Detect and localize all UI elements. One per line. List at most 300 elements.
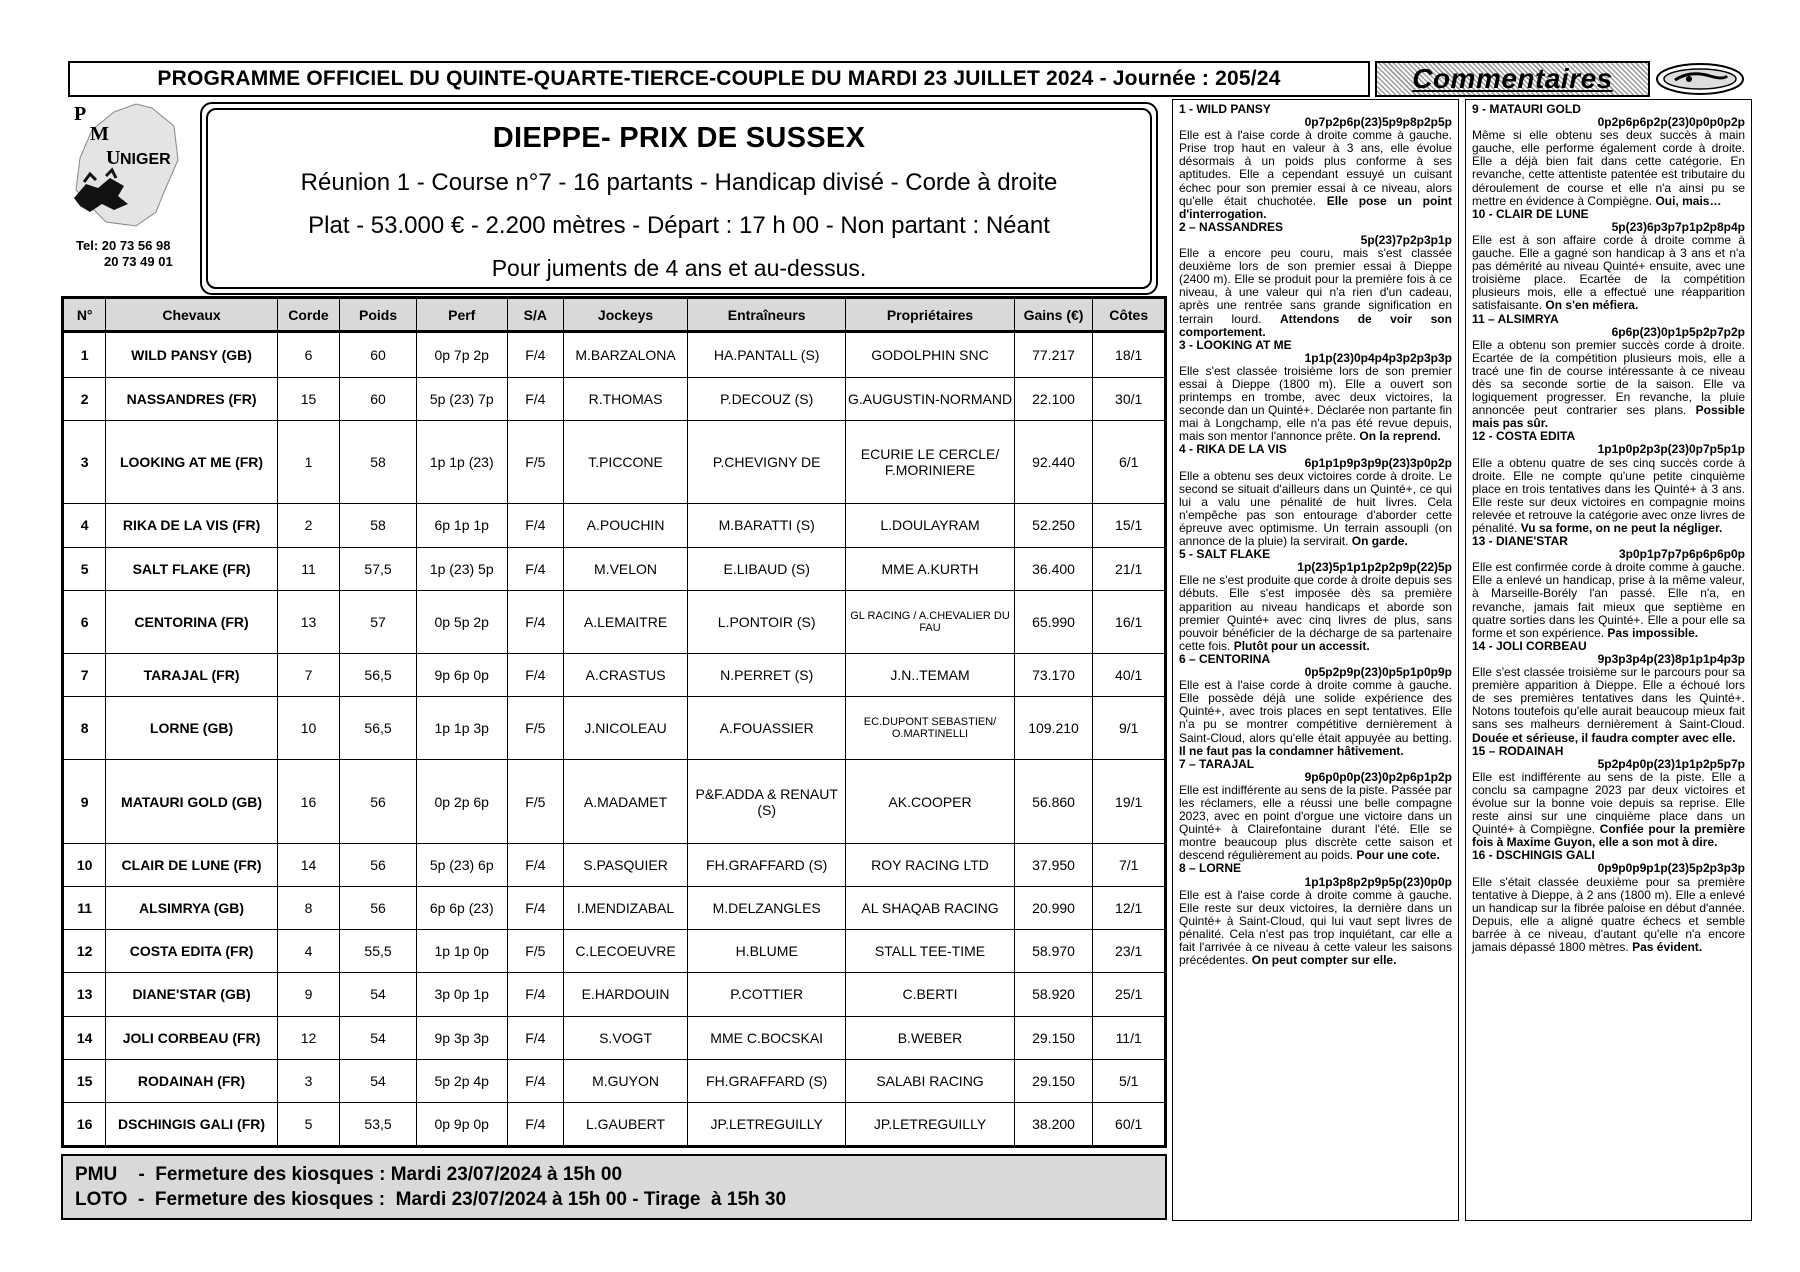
- trainer: A.FOUASSIER: [688, 697, 846, 760]
- runner-number: 12: [64, 930, 106, 973]
- odds: 19/1: [1093, 760, 1165, 844]
- jockey: A.POUCHIN: [564, 504, 688, 547]
- trainer: P.COTTIER: [688, 973, 846, 1016]
- draw: 11: [277, 547, 340, 590]
- race-info-line-1: Réunion 1 - Course n°7 - 16 partants - Handicap divisé - Corde à droite: [300, 169, 1058, 196]
- comment-body: Elle a obtenu ses deux victoires corde à droite. Le second se situait d'ailleurs dans un Quinté+, ce qui lui a valu une pénalité de huit livres. Cela n'empêche pas son entourage d'aborder cette épreuve avec optimisme. Un terrain assoupli (on annonce de la pluie) la servirait.: [1179, 468, 1452, 549]
- comment-performance: 1p(23)5p1p1p2p2p9p(22)5p: [1297, 560, 1452, 575]
- col-header-num: N°: [64, 299, 106, 332]
- odds: 11/1: [1093, 1016, 1165, 1059]
- trainer: M.DELZANGLES: [688, 887, 846, 930]
- runner-number: 6: [64, 590, 106, 653]
- col-header-cotes: Côtes: [1093, 299, 1165, 332]
- odds: 16/1: [1093, 590, 1165, 653]
- comment-horse-name: 12 - COSTA EDITA: [1472, 429, 1576, 444]
- comment-performance: 0p5p2p9p(23)0p5p1p0p9p: [1304, 665, 1452, 680]
- program-title-bar: [68, 61, 1370, 97]
- sex-age: F/4: [507, 1102, 563, 1145]
- comment-text: [1179, 574, 1452, 653]
- comment-verdict: Douée et sérieuse, il faudra compter avec elle.: [1472, 730, 1736, 745]
- comments-column-2: [1465, 99, 1752, 1221]
- program-title: PROGRAMME OFFICIEL DU QUINTE-QUARTE-TIERCE-COUPLE DU MARDI 23 JUILLET 2024 - Journée : 205/24: [157, 67, 1281, 90]
- col-header-chevaux: Chevaux: [106, 299, 277, 332]
- earnings: 109.210: [1014, 697, 1093, 760]
- owner: STALL TEE-TIME: [846, 930, 1014, 973]
- comment-block: [1179, 653, 1452, 758]
- earnings: 29.150: [1014, 1016, 1093, 1059]
- comment-body: Elle est confirmée corde à droite comme à gauche. Elle a enlevé un handicap, prise à la même valeur, à Marseille-Borély l'an passé. Elle n'a, en revanche, jamais fait mieux que septième en quatre sorties dans les Quinté+. Elle a pour elle sa forme et son expérience.: [1472, 560, 1745, 640]
- jockey: A.CRASTUS: [564, 653, 688, 696]
- odds: 15/1: [1093, 504, 1165, 547]
- owner: C.BERTI: [846, 973, 1014, 1016]
- runner-number: 5: [64, 547, 106, 590]
- comment-performance: 6p6p(23)0p1p5p2p7p2p: [1611, 324, 1745, 339]
- comment-horse-name: 16 - DSCHINGIS GALI: [1472, 848, 1595, 863]
- horse-name: COSTA EDITA (FR): [106, 930, 277, 973]
- odds: 18/1: [1093, 332, 1165, 378]
- comment-performance: 5p(23)6p3p7p1p2p8p4p: [1611, 219, 1745, 234]
- table-row: [64, 504, 1165, 547]
- comment-performance: 5p(23)7p2p3p1p: [1360, 232, 1452, 247]
- performance: 0p 9p 0p: [416, 1102, 507, 1145]
- comment-horse-name: 7 – TARAJAL: [1179, 756, 1255, 771]
- owner: G.AUGUSTIN-NORMAND: [846, 377, 1014, 420]
- sex-age: F/4: [507, 973, 563, 1016]
- trainer: FH.GRAFFARD (S): [688, 844, 846, 887]
- earnings: 73.170: [1014, 653, 1093, 696]
- comment-verdict: On la reprend.: [1359, 429, 1441, 444]
- comment-text: [1472, 876, 1745, 955]
- comment-horse-name: 6 – CENTORINA: [1179, 651, 1271, 666]
- phone-numbers: [76, 238, 173, 270]
- trainer: E.LIBAUD (S): [688, 547, 846, 590]
- comment-horse-name: 15 – RODAINAH: [1472, 743, 1564, 758]
- race-title: DIEPPE- PRIX DE SUSSEX: [492, 122, 866, 154]
- performance: 9p 6p 0p: [416, 653, 507, 696]
- comment-horse-name: 8 – LORNE: [1179, 861, 1242, 876]
- jockey: M.BARZALONA: [564, 332, 688, 378]
- trainer: H.BLUME: [688, 930, 846, 973]
- horse-name: DSCHINGIS GALI (FR): [106, 1102, 277, 1145]
- jockey: R.THOMAS: [564, 377, 688, 420]
- weight: 58: [340, 420, 417, 504]
- weight: 55,5: [340, 930, 417, 973]
- performance: 0p 5p 2p: [416, 590, 507, 653]
- earnings: 58.920: [1014, 973, 1093, 1016]
- odds: 7/1: [1093, 844, 1165, 887]
- owner: ECURIE LE CERCLE/ F.MORINIERE: [846, 420, 1014, 504]
- jockey: A.MADAMET: [564, 760, 688, 844]
- sex-age: F/4: [507, 377, 563, 420]
- draw: 1: [277, 420, 340, 504]
- comment-verdict: Oui, mais…: [1655, 193, 1722, 208]
- comment-performance: 0p7p2p6p(23)5p9p8p2p5p: [1304, 115, 1452, 130]
- table-row: [64, 760, 1165, 844]
- comment-horse-name: 2 – NASSANDRES: [1179, 219, 1284, 234]
- owner: ROY RACING LTD: [846, 844, 1014, 887]
- comment-text: [1179, 247, 1452, 339]
- horse-name: RODAINAH (FR): [106, 1059, 277, 1102]
- jockey: C.LECOEUVRE: [564, 930, 688, 973]
- draw: 12: [277, 1016, 340, 1059]
- odds: 30/1: [1093, 377, 1165, 420]
- weight: 56: [340, 760, 417, 844]
- comment-performance: 9p6p0p0p(23)0p2p6p1p2p: [1304, 769, 1452, 784]
- comment-performance: 6p1p1p9p3p9p(23)3p0p2p: [1304, 455, 1452, 470]
- comment-block: [1472, 849, 1745, 954]
- table-row: [64, 973, 1165, 1016]
- comment-text: [1472, 666, 1745, 745]
- col-header-jockeys: Jockeys: [564, 299, 688, 332]
- comments-header: [1375, 61, 1650, 97]
- comment-body: Elle s'était classée deuxième pour sa première tentative à Dieppe, à 2 ans (1800 m). Elle a enlevé un handicap sur la fibrée paloise en début d'année. Depuis, elle a aligné quatre échecs et semble barrée à ce niveau, d'autant qu'elle n'a encore jamais dépassé 1800 mètres.: [1472, 874, 1745, 954]
- comment-block: [1179, 221, 1452, 339]
- phone-line-2: 20 73 49 01: [104, 254, 173, 269]
- phone-line-1: Tel: 20 73 56 98: [76, 238, 171, 253]
- performance: 1p 1p 3p: [416, 697, 507, 760]
- pmu-niger-logo-icon: [66, 100, 184, 235]
- comment-body: Elle a obtenu son premier succès corde à droite. Ecartée de la compétition plusieurs mois, elle a tracé une fin de course intéressante à ce niveau dès sa seconde sortie de la saison. Elle va logiquement progresser. En revanche, la pluie annoncée peut contrarier ses plans.: [1472, 337, 1745, 418]
- horse-name: DIANE'STAR (GB): [106, 973, 277, 1016]
- earnings: 92.440: [1014, 420, 1093, 504]
- comments-title: Commentaires: [1412, 63, 1613, 94]
- weight: 60: [340, 377, 417, 420]
- comment-verdict: On garde.: [1351, 534, 1408, 549]
- jockey: S.PASQUIER: [564, 844, 688, 887]
- draw: 15: [277, 377, 340, 420]
- comment-horse-name: 13 - DIANE'STAR: [1472, 534, 1568, 549]
- earnings: 56.860: [1014, 760, 1093, 844]
- sex-age: F/5: [507, 697, 563, 760]
- logo-letter-m: M: [90, 123, 109, 145]
- comment-body: Elle est à l'aise corde à droite comme à gauche. Elle reste sur deux victoires, la dernière dans un Quinté+ à Saint-Cloud, qui lui vaut sept livres de pénalité. Cela n'est pas trop inquiétant, car elle a fait l'arrivée à ce niveau à cette valeur les saisons précédentes.: [1179, 887, 1452, 968]
- weight: 57: [340, 590, 417, 653]
- comment-verdict: Pas impossible.: [1607, 625, 1699, 640]
- owner: J.N..TEMAM: [846, 653, 1014, 696]
- runners-table-body: [64, 332, 1165, 1146]
- trainer: MME C.BOCSKAI: [688, 1016, 846, 1059]
- comment-text: [1179, 889, 1452, 968]
- table-row: [64, 930, 1165, 973]
- weight: 54: [340, 1059, 417, 1102]
- draw: 9: [277, 973, 340, 1016]
- trainer: L.PONTOIR (S): [688, 590, 846, 653]
- earnings: 29.150: [1014, 1059, 1093, 1102]
- comment-performance: 1p1p(23)0p4p4p3p2p3p3p: [1304, 350, 1452, 365]
- pmu-oval-logo-icon: [1655, 62, 1745, 96]
- runner-number: 15: [64, 1059, 106, 1102]
- trainer: FH.GRAFFARD (S): [688, 1059, 846, 1102]
- owner: JP.LETREGUILLY: [846, 1102, 1014, 1145]
- comment-horse-name: 5 - SALT FLAKE: [1179, 547, 1271, 562]
- earnings: 37.950: [1014, 844, 1093, 887]
- comment-performance: 0p9p0p9p1p(23)5p2p3p3p: [1597, 861, 1745, 876]
- logo-letter-p: P: [74, 103, 87, 125]
- table-row: [64, 547, 1165, 590]
- col-header-gains: Gains (€): [1014, 299, 1093, 332]
- comment-verdict: Il ne faut pas la condamner hâtivement.: [1179, 743, 1404, 758]
- comment-horse-name: 14 - JOLI CORBEAU: [1472, 638, 1587, 653]
- comment-verdict: On s'en méfiera.: [1545, 298, 1639, 313]
- comment-text: [1179, 129, 1452, 221]
- runner-number: 7: [64, 653, 106, 696]
- col-header-poids: Poids: [340, 299, 417, 332]
- table-row: [64, 377, 1165, 420]
- trainer: P&F.ADDA & RENAUT (S): [688, 760, 846, 844]
- table-row: [64, 420, 1165, 504]
- horse-name: JOLI CORBEAU (FR): [106, 1016, 277, 1059]
- sex-age: F/5: [507, 420, 563, 504]
- odds: 12/1: [1093, 887, 1165, 930]
- comment-performance: 5p2p4p0p(23)1p1p2p5p7p: [1597, 756, 1745, 771]
- runner-number: 3: [64, 420, 106, 504]
- owner: AL SHAQAB RACING: [846, 887, 1014, 930]
- comment-body: Elle s'est classée troisième lors de son premier essai à Dieppe (1800 m). Elle a ouvert son printemps en trombe, avec deux victoires, la seconde dan un Quinté+. Déclarée non partante fin mai à Longchamp, elle n'a pas été revue depuis, mais son mentor l'annonce prête.: [1179, 363, 1452, 444]
- runners-table: [63, 298, 1165, 1146]
- horse-name: SALT FLAKE (FR): [106, 547, 277, 590]
- comment-block: [1179, 443, 1452, 548]
- earnings: 38.200: [1014, 1102, 1093, 1145]
- comment-text: [1179, 784, 1452, 863]
- comment-verdict: Elle pose un point d'interrogation.: [1179, 193, 1452, 221]
- comment-horse-name: 4 - RIKA DE LA VIS: [1179, 442, 1287, 457]
- comment-block: [1472, 640, 1745, 745]
- weight: 57,5: [340, 547, 417, 590]
- jockey: I.MENDIZABAL: [564, 887, 688, 930]
- horse-name: ALSIMRYA (GB): [106, 887, 277, 930]
- comments-column-1: [1172, 99, 1459, 1221]
- table-row: [64, 844, 1165, 887]
- comment-body: Elle est à son affaire corde à droite comme à gauche. Elle a gagné son handicap à 3 ans et n'a pas démérité au niveau Quinté+ ensuite, avec une troisième place. Ecartée de la compétition plusieurs mois, elle a effectué une réapparition satisfaisante.: [1472, 232, 1745, 313]
- earnings: 20.990: [1014, 887, 1093, 930]
- comment-body: Elle a obtenu quatre de ses cinq succès corde à droite. Elle ne compte qu'une petite cinquième place en trois tentatives dans les Quinté+ à 3 ans. Elle reste sur deux victoires en compagnie moins relevée et retrouve la catégorie avec onze livres de pénalité.: [1472, 455, 1745, 535]
- comment-body: Elle est indifférente au sens de la piste. Elle a conclu sa campagne 2023 par deux victoires et évolue sur la bonne voie depuis sa reprise. Elle reste ainsi sur une cinquième place dans un Quinté+ à Compiègne.: [1472, 769, 1745, 837]
- race-info-line-3: Pour juments de 4 ans et au-dessus.: [491, 255, 867, 281]
- horse-name: CLAIR DE LUNE (FR): [106, 844, 277, 887]
- weight: 58: [340, 504, 417, 547]
- comment-horse-name: 3 - LOOKING AT ME: [1179, 337, 1292, 352]
- sex-age: F/4: [507, 844, 563, 887]
- table-row: [64, 887, 1165, 930]
- logo-letter-u: U: [106, 147, 121, 169]
- odds: 40/1: [1093, 653, 1165, 696]
- jockey: J.NICOLEAU: [564, 697, 688, 760]
- runner-number: 16: [64, 1102, 106, 1145]
- logo-niger: NIGER: [120, 151, 171, 168]
- weight: 54: [340, 973, 417, 1016]
- owner: GL RACING / A.CHEVALIER DU FAU: [846, 590, 1014, 653]
- performance: 0p 2p 6p: [416, 760, 507, 844]
- comment-verdict: Plutôt pour un accessit.: [1233, 638, 1370, 653]
- owner: MME A.KURTH: [846, 547, 1014, 590]
- jockey: T.PICCONE: [564, 420, 688, 504]
- comment-text: [1472, 129, 1745, 208]
- odds: 25/1: [1093, 973, 1165, 1016]
- performance: 3p 0p 1p: [416, 973, 507, 1016]
- comment-body: Même si elle obtenu ses deux succès à main gauche, elle performe également corde à droite. Elle a déjà bien fait dans cette catégorie. En revanche, cette attentiste patentée est tributaire du déroulement de course et elle n'a ainsi pu se mettre en évidence à Compiègne.: [1472, 128, 1745, 208]
- jockey: L.GAUBERT: [564, 1102, 688, 1145]
- comment-body: Elle est à l'aise corde à droite comme à gauche. Elle possède déjà une solide expérience des Quinté+, avec trois places en sept tentatives. Elle n'a pu se montrer compétitive dernièrement à Saint-Cloud, alors qu'elle était appuyée au betting.: [1179, 678, 1452, 745]
- earnings: 52.250: [1014, 504, 1093, 547]
- sex-age: F/5: [507, 930, 563, 973]
- comment-block: [1472, 535, 1745, 640]
- runner-number: 10: [64, 844, 106, 887]
- jockey: E.HARDOUIN: [564, 973, 688, 1016]
- earnings: 65.990: [1014, 590, 1093, 653]
- performance: 1p (23) 5p: [416, 547, 507, 590]
- comment-block: [1472, 430, 1745, 535]
- col-header-perf: Perf: [416, 299, 507, 332]
- table-row: [64, 590, 1165, 653]
- col-header-entraineurs: Entraîneurs: [688, 299, 846, 332]
- trainer: HA.PANTALL (S): [688, 332, 846, 378]
- weight: 60: [340, 332, 417, 378]
- table-row: [64, 1016, 1165, 1059]
- comment-body: Elle est indifférente au sens de la piste. Passée par les réclamers, elle a réussi une belle compagne 2023, avec en point d'orgue une victoire dans un Quinté+ à Clairefontaine durant l'été. Elle se montre beaucoup plus discrète cette saison et descend régulièrement au poids.: [1179, 782, 1452, 863]
- comment-block: [1472, 103, 1745, 208]
- comment-block: [1179, 758, 1452, 863]
- comment-verdict: Attendons de voir son comportement.: [1179, 311, 1452, 339]
- comment-performance: 1p1p3p8p2p9p5p(23)0p0p: [1304, 874, 1452, 889]
- footer-loto-line: LOTO - Fermeture des kiosques : Mardi 23/07/2024 à 15h 00 - Tirage à 15h 30: [75, 1189, 787, 1210]
- comment-text: [1179, 470, 1452, 549]
- draw: 8: [277, 887, 340, 930]
- performance: 1p 1p 0p: [416, 930, 507, 973]
- comment-text: [1472, 234, 1745, 313]
- earnings: 77.217: [1014, 332, 1093, 378]
- col-header-sa: S/A: [507, 299, 563, 332]
- weight: 56,5: [340, 697, 417, 760]
- table-header-row: [64, 299, 1165, 332]
- table-row: [64, 1059, 1165, 1102]
- runner-number: 1: [64, 332, 106, 378]
- sex-age: F/5: [507, 760, 563, 844]
- draw: 2: [277, 504, 340, 547]
- table-row: [64, 1102, 1165, 1145]
- footer-box: [61, 1154, 1167, 1220]
- draw: 6: [277, 332, 340, 378]
- draw: 4: [277, 930, 340, 973]
- draw: 3: [277, 1059, 340, 1102]
- comment-horse-name: 10 - CLAIR DE LUNE: [1472, 206, 1589, 221]
- footer-pmu-line: PMU - Fermeture des kiosques : Mardi 23/07/2024 à 15h 00: [75, 1164, 623, 1185]
- runner-number: 9: [64, 760, 106, 844]
- col-header-corde: Corde: [277, 299, 340, 332]
- runners-table-wrapper: [61, 296, 1167, 1148]
- weight: 53,5: [340, 1102, 417, 1145]
- comment-block: [1472, 745, 1745, 850]
- draw: 14: [277, 844, 340, 887]
- comment-body: Elle est à l'aise corde à droite comme à gauche. Prise trop haut en valeur à 3 ans, elle évolue désormais à un poids plus conforme à ses aptitudes. Elle a cependant essuyé un cuisant échec pour son premier essai à ce niveau, alors qu'elle était chuchotée.: [1179, 128, 1452, 208]
- sex-age: F/4: [507, 590, 563, 653]
- comment-performance: 3p0p1p7p7p6p6p6p0p: [1618, 547, 1745, 562]
- comment-verdict: On peut compter sur elle.: [1251, 953, 1397, 968]
- comment-horse-name: 11 – ALSIMRYA: [1472, 311, 1559, 326]
- table-row: [64, 653, 1165, 696]
- comment-body: Elle s'est classée troisième sur le parcours pour sa première apparition à Dieppe. Elle a échoué lors de ses premières tentatives dans les Quinté+. Notons toutefois qu'elle aurait beaucoup mieux fait sans ses malheurs dernièrement à Saint-Cloud.: [1472, 665, 1745, 732]
- owner: EC.DUPONT SEBASTIEN/ O.MARTINELLI: [846, 697, 1014, 760]
- trainer: JP.LETREGUILLY: [688, 1102, 846, 1145]
- odds: 6/1: [1093, 420, 1165, 504]
- runner-number: 14: [64, 1016, 106, 1059]
- runner-number: 8: [64, 697, 106, 760]
- horse-name: MATAURI GOLD (GB): [106, 760, 277, 844]
- odds: 5/1: [1093, 1059, 1165, 1102]
- sex-age: F/4: [507, 504, 563, 547]
- horse-name: CENTORINA (FR): [106, 590, 277, 653]
- draw: 5: [277, 1102, 340, 1145]
- table-row: [64, 697, 1165, 760]
- comment-block: [1179, 103, 1452, 221]
- sex-age: F/4: [507, 887, 563, 930]
- col-header-proprietaires: Propriétaires: [846, 299, 1014, 332]
- owner: GODOLPHIN SNC: [846, 332, 1014, 378]
- sex-age: F/4: [507, 1016, 563, 1059]
- comment-verdict: Possible mais pas sûr.: [1472, 403, 1745, 431]
- draw: 10: [277, 697, 340, 760]
- odds: 23/1: [1093, 930, 1165, 973]
- sex-age: F/4: [507, 653, 563, 696]
- sex-age: F/4: [507, 547, 563, 590]
- trainer: M.BARATTI (S): [688, 504, 846, 547]
- runner-number: 13: [64, 973, 106, 1016]
- horse-name: TARAJAL (FR): [106, 653, 277, 696]
- race-box: [206, 108, 1152, 289]
- comment-body: Elle ne s'est produite que corde à droite depuis ses débuts. Elle s'est imposée dès sa première apparition au niveau handicaps et aborde son premier Quinté+ avec cinq livres de plus, sans pouvoir bénéficier de la décharge de sa partenaire cette fois.: [1179, 573, 1452, 653]
- comment-block: [1179, 548, 1452, 653]
- comment-block: [1472, 208, 1745, 313]
- sex-age: F/4: [507, 332, 563, 378]
- performance: 5p (23) 6p: [416, 844, 507, 887]
- horse-name: LORNE (GB): [106, 697, 277, 760]
- jockey: A.LEMAITRE: [564, 590, 688, 653]
- performance: 1p 1p (23): [416, 420, 507, 504]
- runner-number: 2: [64, 377, 106, 420]
- comment-verdict: Confiée pour la première fois à Maxime Guyon, elle a son mot à dire.: [1472, 822, 1745, 850]
- owner: L.DOULAYRAM: [846, 504, 1014, 547]
- weight: 56,5: [340, 653, 417, 696]
- horse-name: NASSANDRES (FR): [106, 377, 277, 420]
- horse-name: RIKA DE LA VIS (FR): [106, 504, 277, 547]
- comment-body: Elle a encore peu couru, mais s'est classée deuxième lors de son premier essai à Dieppe (2400 m). Elle se produit pour la première fois à ce niveau, à une valeur qui n'a rien d'un cadeau, après une rentrée sans grande signification en terrain lourd.: [1179, 246, 1452, 326]
- weight: 56: [340, 844, 417, 887]
- odds: 21/1: [1093, 547, 1165, 590]
- owner: B.WEBER: [846, 1016, 1014, 1059]
- comment-block: [1179, 862, 1452, 967]
- odds: 9/1: [1093, 697, 1165, 760]
- runner-number: 11: [64, 887, 106, 930]
- comment-performance: 9p3p3p4p(23)8p1p1p4p3p: [1597, 651, 1745, 666]
- comment-verdict: Pour une cote.: [1356, 848, 1440, 863]
- weight: 54: [340, 1016, 417, 1059]
- odds: 60/1: [1093, 1102, 1165, 1145]
- comment-block: [1179, 339, 1452, 444]
- trainer: P.DECOUZ (S): [688, 377, 846, 420]
- comment-verdict: Pas évident.: [1632, 940, 1703, 954]
- performance: 5p 2p 4p: [416, 1059, 507, 1102]
- comment-verdict: Vu sa forme, on ne peut la négliger.: [1520, 521, 1723, 535]
- comment-text: [1472, 339, 1745, 431]
- comment-text: [1472, 771, 1745, 850]
- performance: 6p 1p 1p: [416, 504, 507, 547]
- draw: 13: [277, 590, 340, 653]
- comment-performance: 1p1p0p2p3p(23)0p7p5p1p: [1597, 442, 1745, 457]
- weight: 56: [340, 887, 417, 930]
- earnings: 58.970: [1014, 930, 1093, 973]
- comment-text: [1179, 679, 1452, 758]
- jockey: M.VELON: [564, 547, 688, 590]
- horse-name: LOOKING AT ME (FR): [106, 420, 277, 504]
